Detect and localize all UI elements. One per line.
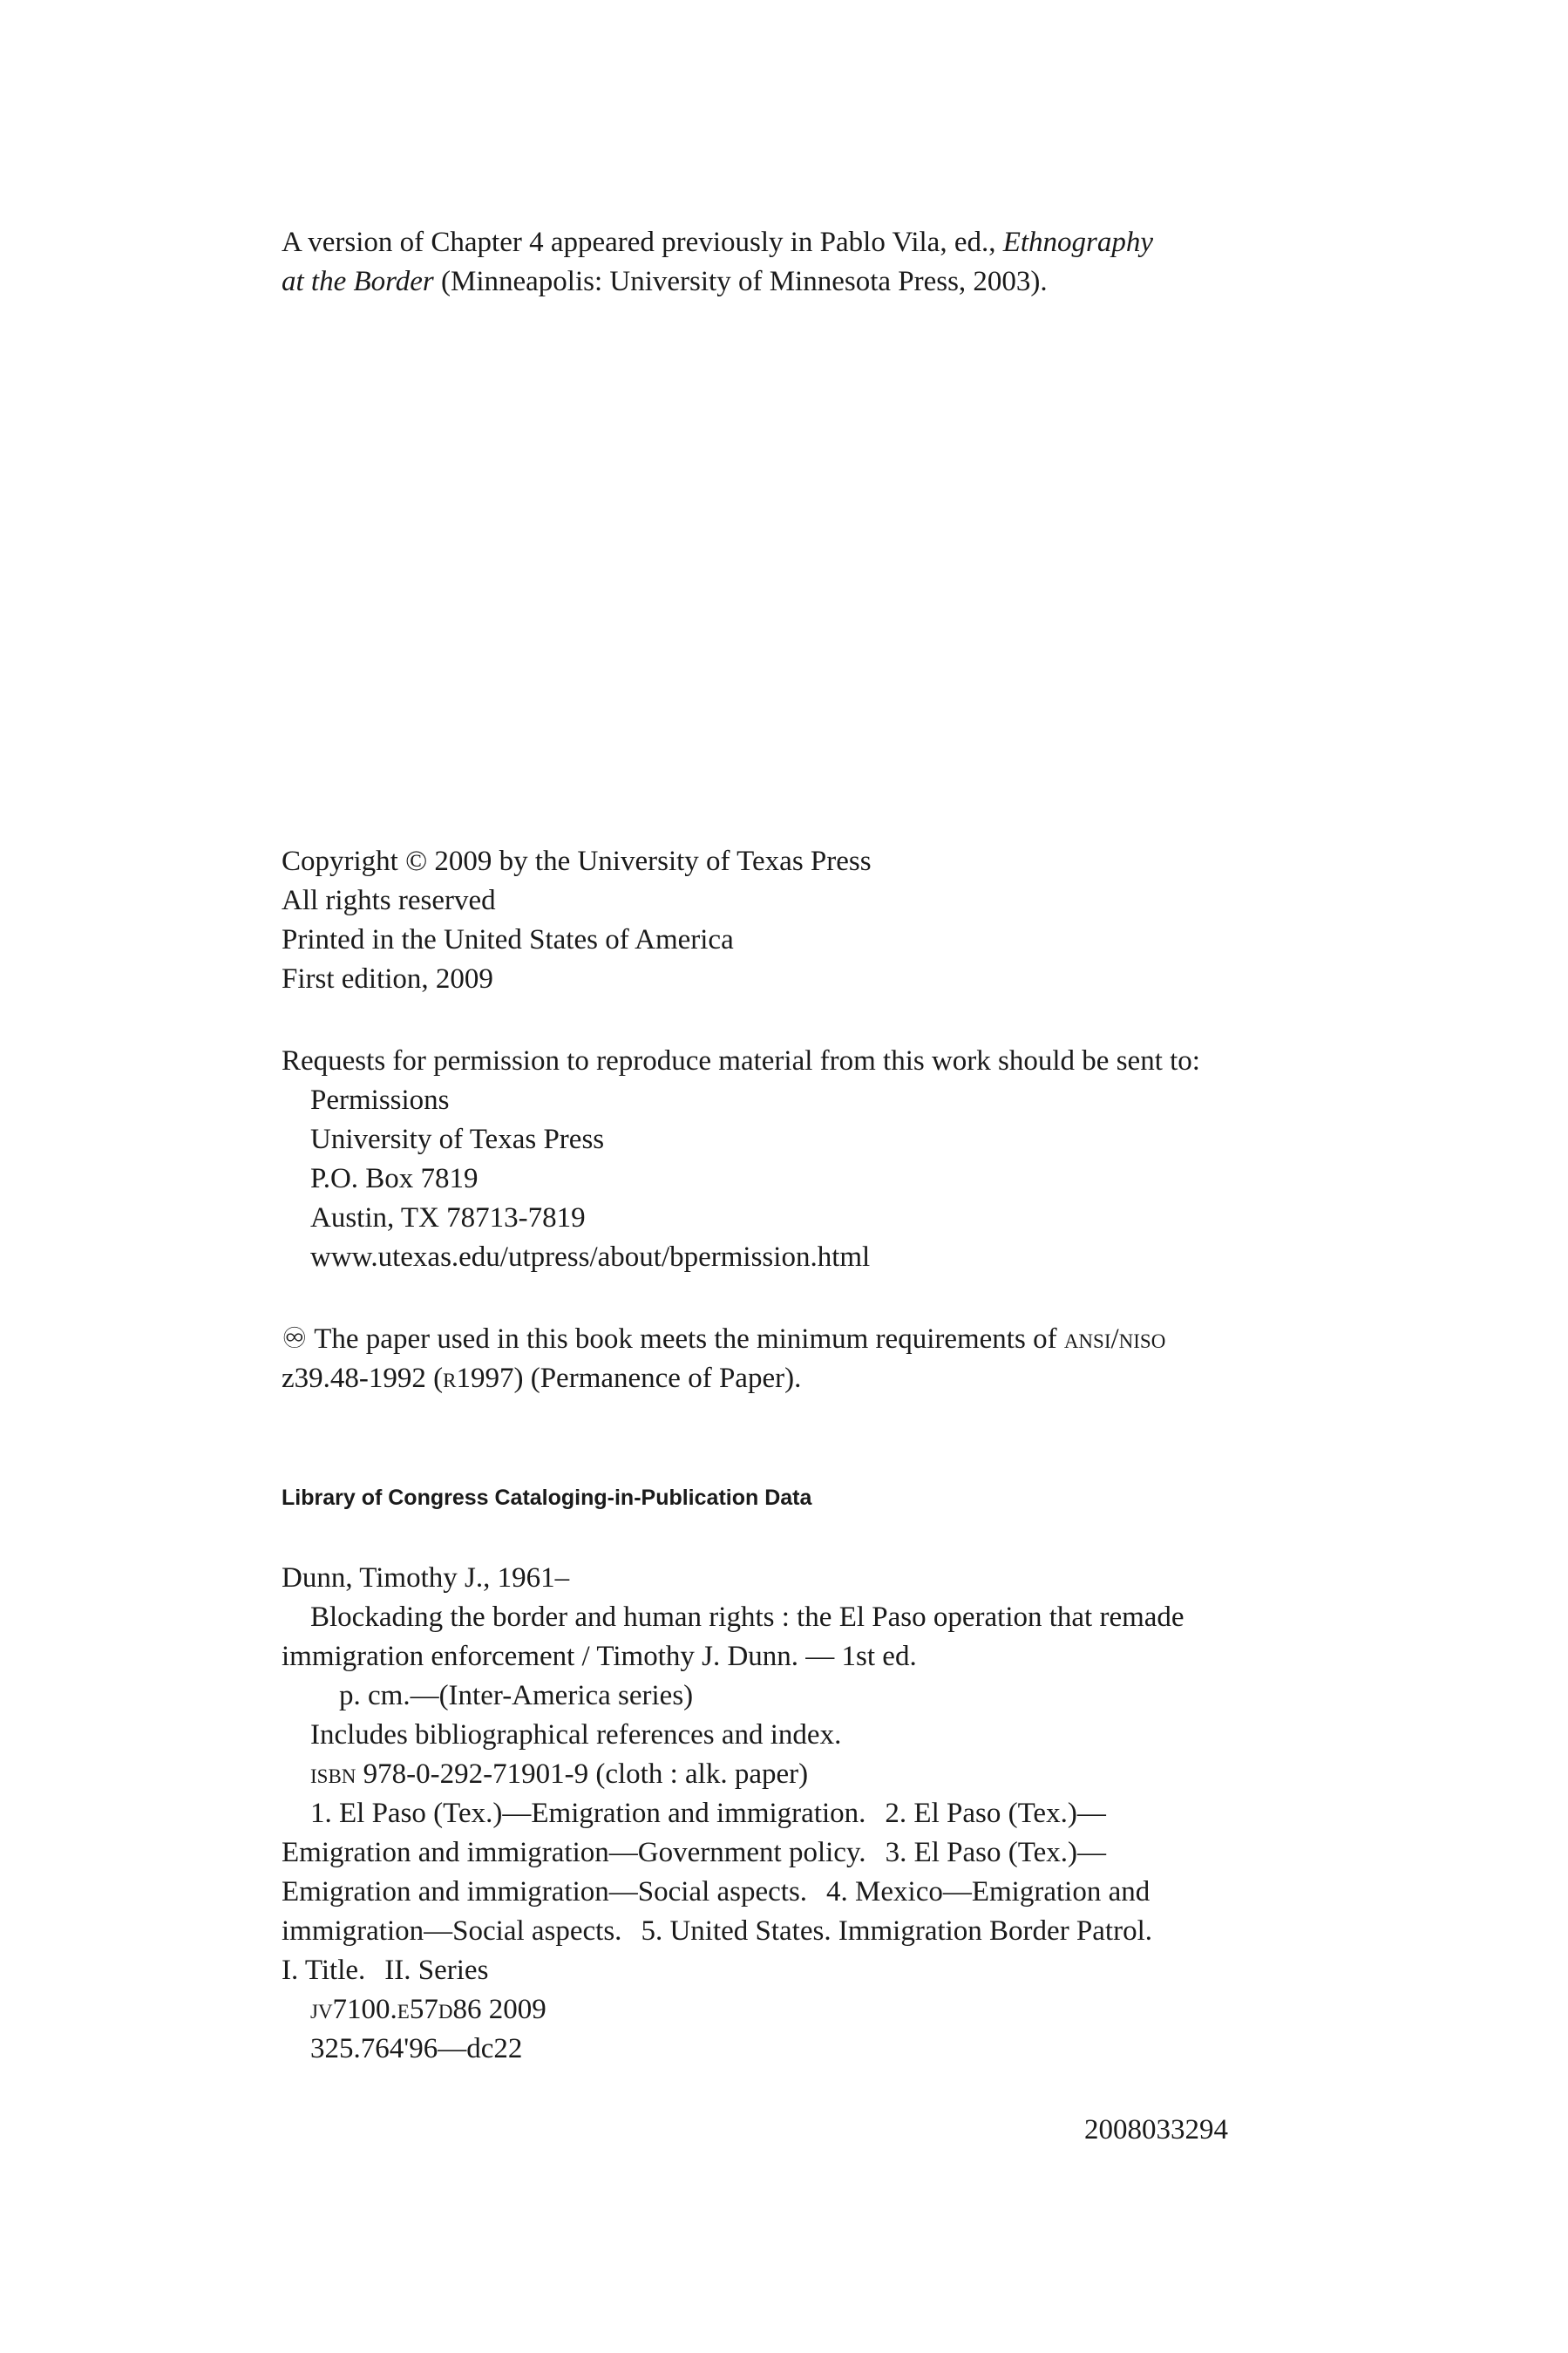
edition-line: First edition, 2009 (282, 963, 493, 995)
address-line: Permissions (310, 1085, 450, 1116)
permissions-block (282, 1042, 1327, 1277)
cip-subject-line: 1. El Paso (Tex.)—Emigration and immigration. 2. El Paso (Tex.)— (310, 1798, 1106, 1829)
infinity-icon: ♾ (282, 1323, 308, 1355)
cip-title-1: Blockading the border and human rights : the El Paso operation that remade (310, 1602, 1184, 1633)
cip-dewey: 325.764'96—dc22 (310, 2033, 523, 2064)
permissions-url: www.utexas.edu/utpress/about/bpermission.html (310, 1241, 871, 1273)
book-title-italic: Ethnography (1002, 227, 1154, 258)
cip-physical: p. cm.—(Inter-America series) (339, 1680, 694, 1711)
copyright-line: Copyright © 2009 by the University of Texas Press (282, 846, 872, 877)
address-line: P.O. Box 7819 (310, 1163, 479, 1194)
notice-line-2: at the Border (Minneapolis: University of Minnesota Press, 2003). (282, 266, 1048, 297)
cip-lc-class: jv7100.e57d86 2009 (310, 1994, 546, 2025)
copyright-block (282, 842, 1327, 999)
address-line: Austin, TX 78713-7819 (310, 1202, 586, 1234)
cip-title-series: I. Title. II. Series (282, 1955, 489, 1986)
paper-permanence-notice (282, 1320, 1327, 1398)
paper-line-2: z39.48-1992 (r1997) (Permanence of Paper). (282, 1363, 802, 1394)
cip-subject-line: Emigration and immigration—Social aspects. 4. Mexico—Emigration and (282, 1876, 1151, 1908)
rights-line: All rights reserved (282, 885, 496, 916)
cip-subject-line: Emigration and immigration—Government policy. 3. El Paso (Tex.)— (282, 1837, 1106, 1868)
address-line: University of Texas Press (310, 1124, 605, 1155)
permissions-intro: Requests for permission to reproduce material from this work should be sent to: (282, 1045, 1200, 1077)
cip-notes: Includes bibliographical references and index. (310, 1719, 842, 1751)
lccn-number: 2008033294 (1084, 2114, 1228, 2146)
printed-line: Printed in the United States of America (282, 924, 734, 955)
notice-line-1: A version of Chapter 4 appeared previously in Pablo Vila, ed., Ethnography (282, 227, 1154, 258)
cip-record (282, 1559, 1327, 2069)
cip-heading: Library of Congress Cataloging-in-Publication Data (282, 1486, 812, 1510)
paper-line-1: ♾ The paper used in this book meets the minimum requirements of ansi/niso (282, 1323, 1166, 1355)
prior-publication-notice (282, 223, 1327, 302)
cip-subject-line: immigration—Social aspects. 5. United States. Immigration Border Patrol. (282, 1915, 1153, 1947)
book-title-italic-cont: at the Border (282, 266, 434, 297)
cip-isbn: isbn 978-0-292-71901-9 (cloth : alk. paper) (310, 1758, 809, 1790)
cip-author: Dunn, Timothy J., 1961– (282, 1562, 570, 1594)
cip-title-2: immigration enforcement / Timothy J. Dunn. — 1st ed. (282, 1641, 917, 1672)
